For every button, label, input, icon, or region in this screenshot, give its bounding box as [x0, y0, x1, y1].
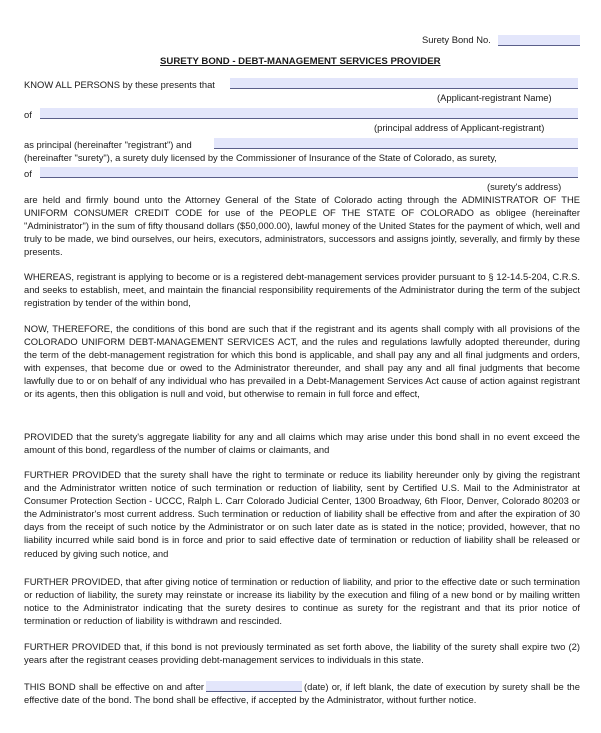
- of-label-2: of: [24, 168, 32, 179]
- now-therefore-paragraph: NOW, THEREFORE, the conditions of this bond are such that if the registrant and its agents shall comply with all provisions of the COLORADO UNIFORM DEBT-MANAGEMENT SERVICES ACT, and the rules and regulations lawfully adopted thereunder, during the term of the debt-management registration for which this bond is applicable, and shall pay any and all final judgments and orders, with expenses, that become due or owed to the Administrator thereunder, and shall pay any and all final judgments that become lawfully due to or on behalf of any individual who has prevailed in a Debt-Management Services Act cause of action against registrant or its agents, then this obligation is null and void, but otherwise to remain in full force and effect,: [24, 323, 580, 400]
- principal-address-field[interactable]: [40, 108, 578, 119]
- surety-license-line: (hereinafter "surety"), a surety duly licensed by the Commissioner of Insurance of the State of Colorado, as surety,: [24, 152, 497, 163]
- applicant-name-field[interactable]: [230, 78, 578, 89]
- further-provided-1-paragraph: FURTHER PROVIDED that the surety shall have the right to terminate or reduce its liability hereunder only by giving the registrant and the Administrator written notice of such termination or reduction of liability, sent by Certified U.S. Mail to the Administrator at Consumer Protection Section - UCCC, Ralph L. Carr Colorado Judicial Center, 1300 Broadway, 6th Floor, Denver, Colorado 80203 or the Administrator's most current address. Such termination or reduction of liability shall be effective from and after the expiration of 30 days from the receipt of such notice by the Administrator or on such later date as is stated in the notice; provided, however, that no liability incurred while said bond is in force and prior to said effective date of termination or reduction of liability shall be released or reduced by giving such notice, and: [24, 469, 580, 559]
- know-all-label: KNOW ALL PERSONS by these presents that: [24, 79, 215, 90]
- surety-name-field[interactable]: [214, 138, 578, 149]
- applicant-name-caption: (Applicant-registrant Name): [437, 92, 552, 103]
- principal-label: as principal (hereinafter "registrant") and: [24, 139, 192, 150]
- bond-number-field[interactable]: [498, 35, 580, 46]
- effective-date-paragraph: [24, 680, 580, 706]
- bound-paragraph: are held and firmly bound unto the Attorney General of the State of Colorado acting through the ADMINISTRATOR OF THE UNIFORM CONSUMER CREDIT CODE for use of the PEOPLE OF THE STATE OF COLORADO as obligee (hereinafter "Administrator") in the sum of fifty thousand dollars ($50,000.00), lawful money of the United States for the payment of which, well and truly to be made, we bind ourselves, our heirs, executors, administrators, successors and assigns jointly, severally, and firmly by these presents.: [24, 194, 580, 258]
- surety-address-caption: (surety's address): [487, 181, 562, 192]
- whereas-paragraph: WHEREAS, registrant is applying to become or is a registered debt-management services provider pursuant to § 12-14.5-204, C.R.S. and seeks to establish, meet, and maintain the financial responsibility requirements of the Administrator during the term of the subject registration by tender of the within bond,: [24, 271, 580, 309]
- document-title: SURETY BOND - DEBT-MANAGEMENT SERVICES PROVIDER: [160, 56, 441, 67]
- surety-address-field[interactable]: [40, 167, 578, 178]
- bond-number-label: Surety Bond No.: [422, 34, 491, 45]
- provided-paragraph: PROVIDED that the surety's aggregate liability for any and all claims which may arise under this bond shall in no event exceed the amount of this bond, regardless of the number of claims or claimants, and: [24, 431, 580, 456]
- further-provided-2-paragraph: FURTHER PROVIDED, that after giving notice of termination or reduction of liability, and prior to the effective date or such termination or reduction of liability, the surety may reinstate or increase its liability by the execution and filing of a new bond or by mailing written notice to the Administrator indicating that the surety desires to continue as surety for the registrant and that its prior notice of termination or reduction of liability is withdrawn and rescinded.: [24, 576, 580, 627]
- effective-before-text: THIS BOND shall be effective on and after: [24, 681, 205, 692]
- of-label: of: [24, 109, 32, 120]
- effective-after-text: (date) or, if left blank, the date of execution by surety shall be the effective date of the bond. The bond shall be effective, if accepted by the Administrator, without further notice.: [24, 681, 580, 706]
- effective-date-field[interactable]: [206, 681, 302, 692]
- principal-address-caption: (principal address of Applicant-registrant): [374, 122, 545, 133]
- further-provided-3-paragraph: FURTHER PROVIDED that, if this bond is not previously terminated as set forth above, the liability of the surety shall expire two (2) years after the registrant ceases providing debt-management services to individuals in this state.: [24, 641, 580, 666]
